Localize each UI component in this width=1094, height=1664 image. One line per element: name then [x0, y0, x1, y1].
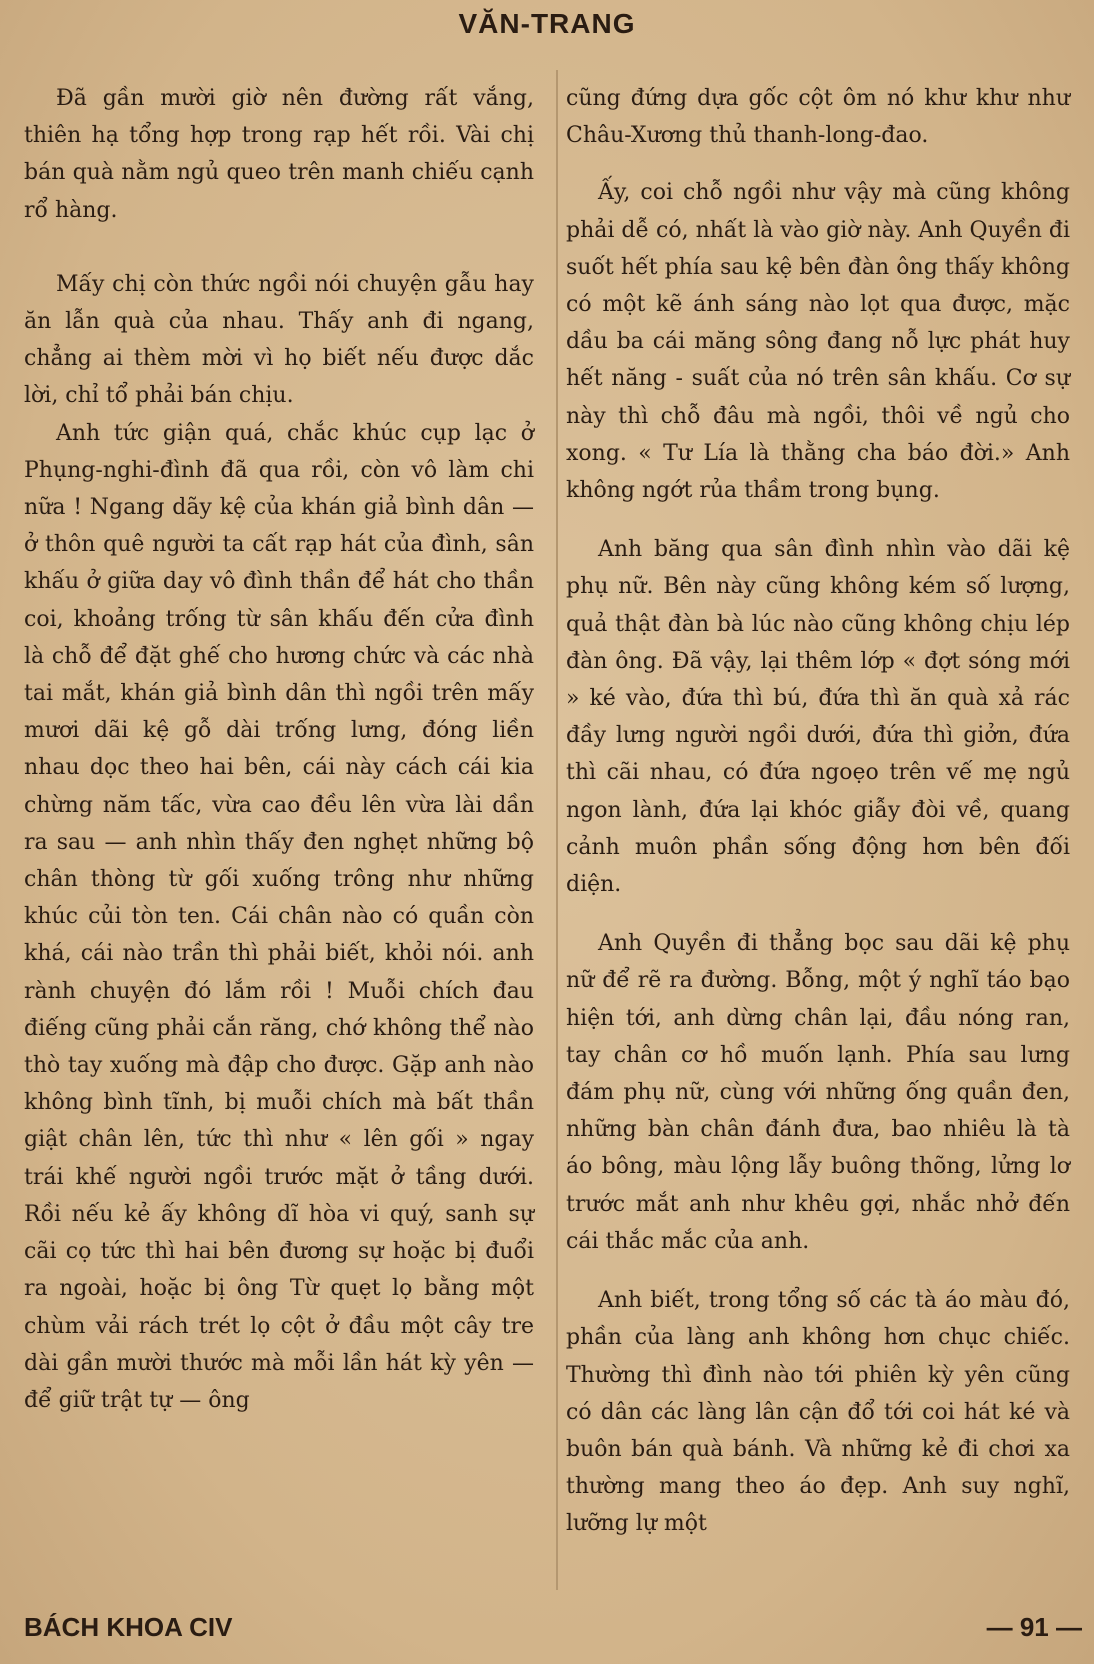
paragraph: cũng đứng dựa gốc cột ôm nó khư khư như Châu-Xương thủ thanh-long-đao. [566, 86, 1070, 149]
page-header: VĂN-TRANG [458, 8, 636, 39]
paragraph: Anh tức giận quá, chắc khúc cụp lạc ở Phụng-nghi-đình đã qua rồi, còn vô làm chi nữa ! Ngang dãy kệ của khán giả bình dân — ở thôn quê người ta cất rạp hát của đình, sân khấu ở giữa day vô đình thần để hát cho thần coi, khoảng trống từ sân khấu đến cửa đình là chỗ để đặt ghế cho hương chức và các nhà tai mắt, khán giả bình dân thì ngồi trên mấy mươi dãi kệ gỗ dài trống lưng, đóng liền nhau dọc theo hai bên, cái này cách cái kia chừng năm tấc, vừa cao đều lên vừa lài dần ra sau — anh nhìn thấy đen nghẹt những bộ chân thòng từ gối xuống trông như những khúc củi tòn ten. Cái chân nào có quần còn khá, cái nào trần thì phải biết, khỏi nói. anh rành chuyện đó lắm rồi ! Muỗi chích đau điếng cũng phải cắn răng, chớ không thể nào thò tay xuống mà đập cho được. Gặp anh nào không bình tĩnh, bị muỗi chích mà bất thần giật chân lên, tức thì như « lên gối » ngay trái khế người ngồi trước mặt ở tầng dưới. Rồi nếu kẻ ấy không dĩ hòa vi quý, sanh sự cãi cọ tức thì hai bên đương sự hoặc bị đuổi ra ngoài, hoặc bị ông Từ quẹt lọ bằng một chùm vải rách trét lọ cột ở đầu một cây tre dài gần mười thước mà mỗi lần hát kỳ yên — để giữ trật tự — ông [24, 420, 534, 1413]
page-number: — 91 — [986, 1612, 1082, 1642]
paragraph: Anh băng qua sân đình nhìn vào dãi kệ phụ nữ. Bên này cũng không kém số lượng, quả thật đàn bà lúc nào cũng không chịu lép đàn ông. Đã vậy, lại thêm lớp « đợt sóng mới » ké vào, đứa thì bú, đứa thì ăn quà xả rác đầy lưng người ngồi dưới, đứa thì giởn, đứa thì cãi nhau, có đứa ngoẹo trên vế mẹ ngủ ngon lành, đứa lại khóc giẫy đòi về, quang cảnh muôn phần sống động hơn bên đối diện. [566, 537, 1070, 898]
magazine-name: BÁCH KHOA CIV [24, 1612, 233, 1642]
paragraph: Mấy chị còn thức ngồi nói chuyện gẫu hay ăn lẫn quà của nhau. Thấy anh đi ngang, chẳng ai thèm mời vì họ biết nếu được dắc lời, chỉ tổ phải bán chịu. [24, 271, 534, 409]
paragraph: Ấy, coi chỗ ngồi như vậy mà cũng không phải dễ có, nhất là vào giờ này. Anh Quyền đi suốt hết phía sau kệ bên đàn ông thấy không có một kẽ ánh sáng nào lọt qua được, mặc dầu ba cái măng sông đang nỗ lực phát huy hết năng - suất của nó trên sân khấu. Cơ sự này thì chỗ đâu mà ngồi, thôi về ngủ cho xong. « Tư Lía là thằng cha báo đời.» Anh không ngớt rủa thầm trong bụng. [566, 180, 1070, 504]
paragraph: Anh Quyền đi thẳng bọc sau dãi kệ phụ nữ để rẽ ra đường. Bỗng, một ý nghĩ táo bạo hiện tới, anh dừng chân lại, đầu nóng ran, tay chân cơ hồ muốn lạnh. Phía sau lưng đám phụ nữ, cùng với những ống quần đen, những bàn chân đánh đưa, bao nhiêu là tà áo bông, màu lộng lẫy buông thõng, lửng lơ trước mắt anh như khêu gợi, nhắc nhở đến cái thắc mắc của anh. [566, 931, 1070, 1254]
paragraph: Anh biết, trong tổng số các tà áo màu đó, phần của làng anh không hơn chục chiếc. Thường thì đình nào tới phiên kỳ yên cũng có dân các làng lân cận đổ tới coi hát ké và buôn bán quà bánh. Và những kẻ đi chơi xa thường mang theo áo đẹp. Anh suy nghĩ, lưỡng lự một [566, 1288, 1070, 1537]
column-divider [556, 70, 558, 1590]
paragraph: Đã gần mười giờ nên đường rất vắng, thiên hạ tổng hợp trong rạp hết rồi. Vài chị bán quà nằm ngủ queo trên manh chiếu cạnh rổ hàng. [24, 86, 534, 223]
left-column [24, 80, 534, 1419]
right-column [566, 80, 1070, 1543]
